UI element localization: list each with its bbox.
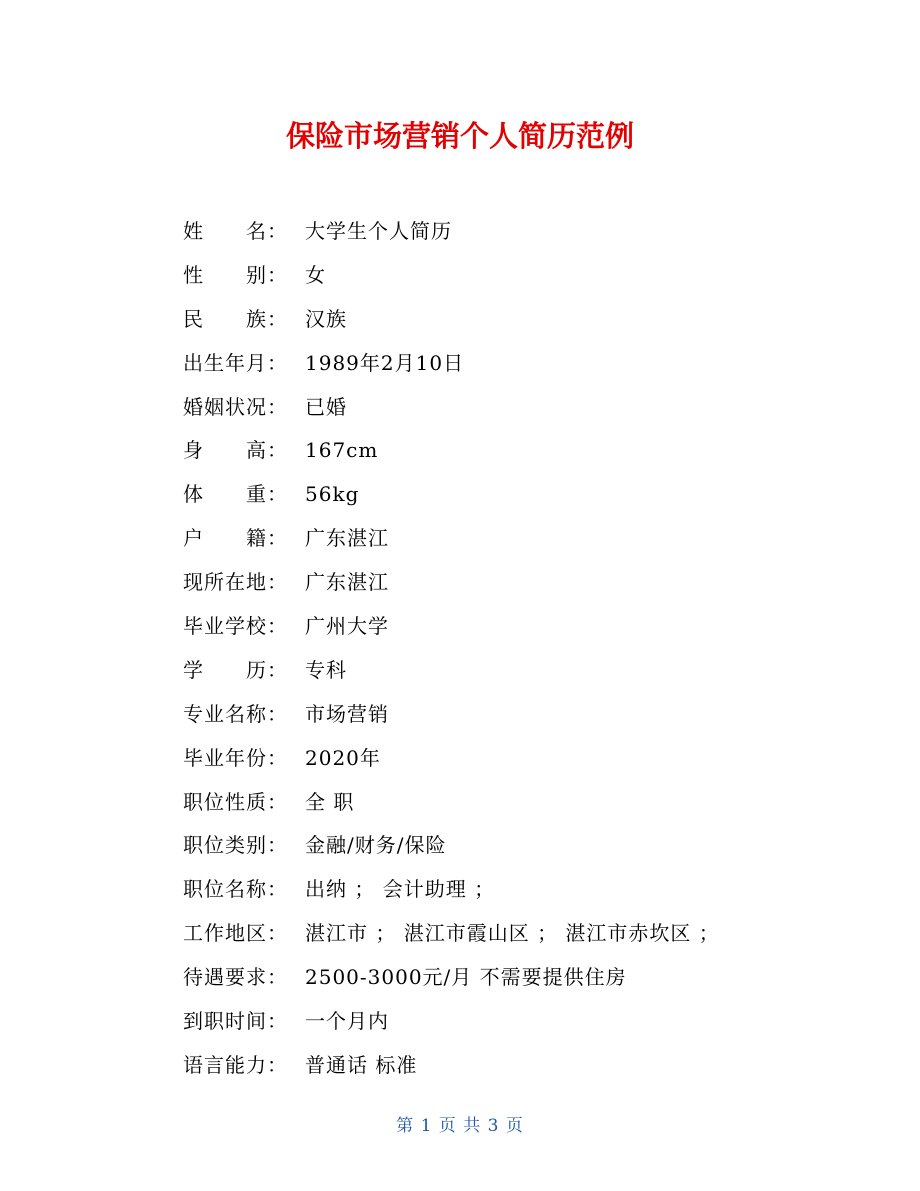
- field-job-title: [183, 868, 823, 912]
- field-name: [183, 210, 823, 254]
- field-label: 户 籍：: [183, 526, 288, 551]
- field-job-category: [183, 824, 823, 868]
- field-gender: [183, 254, 823, 298]
- field-job-nature: [183, 781, 823, 825]
- field-label: 现所在地：: [183, 570, 288, 595]
- field-value: 专科: [305, 657, 347, 682]
- field-school: [183, 605, 823, 649]
- field-major: [183, 693, 823, 737]
- field-value: 一个月内: [305, 1009, 389, 1034]
- field-label: 语言能力：: [183, 1052, 288, 1077]
- field-value: 广东湛江: [305, 526, 389, 551]
- field-salary-requirement: [183, 956, 823, 1000]
- field-value: 女: [305, 262, 326, 287]
- field-label: 体 重：: [183, 482, 288, 507]
- field-label: 职位名称：: [183, 877, 288, 902]
- field-label: 到职时间：: [183, 1009, 288, 1034]
- field-height: [183, 429, 823, 473]
- field-start-time: [183, 1000, 823, 1044]
- resume-fields: [183, 210, 823, 1088]
- field-label: 学 历：: [183, 657, 288, 682]
- field-label: 专业名称：: [183, 701, 288, 726]
- field-value: 2020年: [305, 745, 381, 770]
- field-value: 167cm: [305, 438, 379, 463]
- field-current-location: [183, 561, 823, 605]
- field-value: 市场营销: [305, 701, 389, 726]
- field-value: 1989年2月10日: [305, 350, 465, 375]
- field-label: 民 族：: [183, 306, 288, 331]
- field-label: 性 别：: [183, 262, 288, 287]
- field-value: 出纳 ； 会计助理 ；: [305, 877, 496, 902]
- field-education: [183, 649, 823, 693]
- field-value: 广州大学: [305, 614, 389, 639]
- field-label: 出生年月：: [183, 350, 288, 375]
- field-value: 普通话 标准: [305, 1052, 418, 1077]
- field-label: 职位性质：: [183, 789, 288, 814]
- field-label: 婚姻状况：: [183, 394, 288, 419]
- field-value: 2500-3000元/月 不需要提供住房: [305, 965, 627, 990]
- field-household-registration: [183, 517, 823, 561]
- field-ethnicity: [183, 298, 823, 342]
- document-title: 保险市场营销个人简历范例: [285, 119, 634, 153]
- field-marital-status: [183, 386, 823, 430]
- field-value: 湛江市 ； 湛江市霞山区 ； 湛江市赤坎区 ；: [305, 921, 720, 946]
- field-value: 全 职: [305, 789, 355, 814]
- field-birth-date: [183, 342, 823, 386]
- page-number-footer: 第 1 页 共 3 页: [396, 1116, 524, 1136]
- field-label: 职位类别：: [183, 833, 288, 858]
- field-label: 待遇要求：: [183, 965, 288, 990]
- field-value: 汉族: [305, 306, 347, 331]
- field-language-ability: [183, 1044, 823, 1088]
- field-label: 毕业年份：: [183, 745, 288, 770]
- field-value: 已婚: [305, 394, 347, 419]
- field-value: 金融/财务/保险: [305, 833, 447, 858]
- field-label: 姓 名：: [183, 219, 288, 243]
- field-label: 工作地区：: [183, 921, 288, 946]
- field-value: 广东湛江: [305, 570, 389, 595]
- field-label: 毕业学校：: [183, 614, 288, 639]
- field-weight: [183, 473, 823, 517]
- field-label: 身 高：: [183, 438, 288, 463]
- field-work-area: [183, 912, 823, 956]
- field-value: 56kg: [305, 482, 360, 507]
- field-graduation-year: [183, 737, 823, 781]
- field-value: 大学生个人简历: [305, 219, 452, 243]
